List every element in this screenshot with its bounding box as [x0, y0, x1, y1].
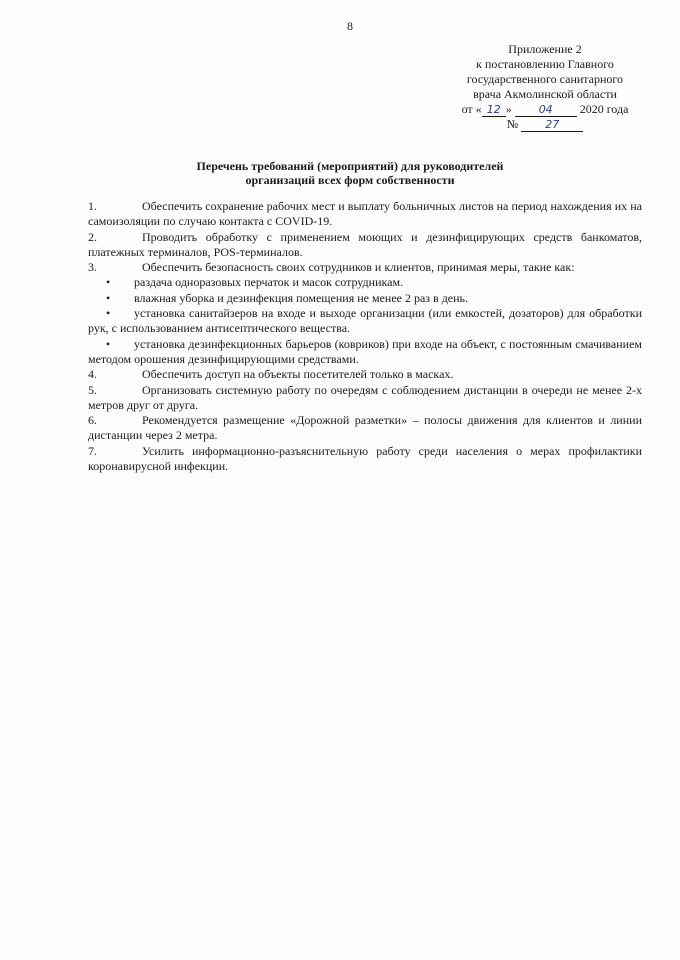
item-text: Рекомендуется размещение «Дорожной разметки» – полосы движения для клиентов и линии дистанции через 2 метра.: [88, 413, 642, 443]
item-text: Организовать системную работу по очередям с соблюдением дистанции в очереди не менее 2-х метров друг от друга.: [88, 382, 642, 412]
date-mid: »: [505, 102, 512, 116]
item-text: установка дезинфекционных барьеров (ковриков) при входе на объект, с постоянным смачиванием методом орошения дезинфицирующими средствами.: [88, 336, 642, 366]
date-day: 12: [482, 104, 506, 117]
list-item: [88, 306, 642, 337]
date-prefix: от «: [461, 102, 482, 116]
item-number: 2.: [88, 229, 97, 244]
item-text: раздача одноразовых перчаток и масок сотрудникам.: [134, 275, 404, 290]
date-month: 04: [515, 104, 577, 117]
item-number: 4.: [88, 367, 97, 382]
item-text: Проводить обработку с применением моющих и дезинфицирующих средств банкоматов, платежных терминалов, POS-терминалов.: [88, 229, 642, 259]
bullet-icon: •: [106, 306, 111, 321]
document-title: [0, 159, 680, 187]
list-item: [88, 275, 642, 290]
list-item: [88, 383, 642, 414]
item-text: Обеспечить сохранение рабочих мест и выплату больничных листов на период нахождения их на самоизоляции по случаю контакта с COVID-19.: [88, 199, 642, 229]
list-item: [88, 444, 642, 475]
item-text: влажная уборка и дезинфекция помещения не менее 2 раз в день.: [134, 290, 469, 305]
appendix-line-2: к постановлению Главного: [476, 57, 614, 71]
list-item: [88, 291, 642, 306]
item-text: установка санитайзеров на входе и выходе организации (или емкостей, дозаторов) для обработки рук, с использованием антисептического вещества.: [88, 306, 642, 336]
item-number: 3.: [88, 260, 97, 275]
bullet-icon: •: [106, 275, 111, 290]
item-number: 7.: [88, 443, 97, 458]
number-value: 27: [521, 119, 583, 132]
list-item: [88, 260, 642, 275]
item-text: Обеспечить доступ на объекты посетителей только в масках.: [142, 367, 454, 382]
list-item: [88, 367, 642, 382]
item-number: 6.: [88, 413, 97, 428]
title-line-1: Перечень требований (мероприятий) для руководителей: [196, 159, 504, 173]
appendix-date-line: [440, 102, 650, 117]
list-item: [88, 413, 642, 444]
item-text: Усилить информационно-разъяснительную работу среди населения о мерах профилактики коронавирусной инфекции.: [88, 443, 642, 474]
item-number: 1.: [88, 199, 97, 213]
bullet-icon: •: [106, 290, 111, 305]
bullet-icon: •: [106, 336, 111, 351]
appendix-line-4: врача Акмолинской области: [473, 87, 617, 101]
title-line-2: организаций всех форм собственности: [245, 173, 455, 187]
page-number: 8: [347, 19, 353, 33]
item-number: 5.: [88, 382, 97, 397]
list-item: [88, 199, 642, 230]
appendix-line-1: Приложение 2: [508, 42, 582, 56]
item-text: Обеспечить безопасность своих сотрудников и клиентов, принимая меры, такие как:: [142, 260, 575, 275]
date-year: 2020 года: [579, 102, 629, 116]
appendix-header: [440, 42, 650, 132]
requirements-list: [88, 199, 642, 474]
list-item: [88, 230, 642, 261]
list-item: [88, 337, 642, 368]
number-prefix: №: [506, 117, 519, 131]
appendix-line-3: государственного санитарного: [466, 72, 624, 86]
appendix-number-line: [440, 117, 650, 132]
